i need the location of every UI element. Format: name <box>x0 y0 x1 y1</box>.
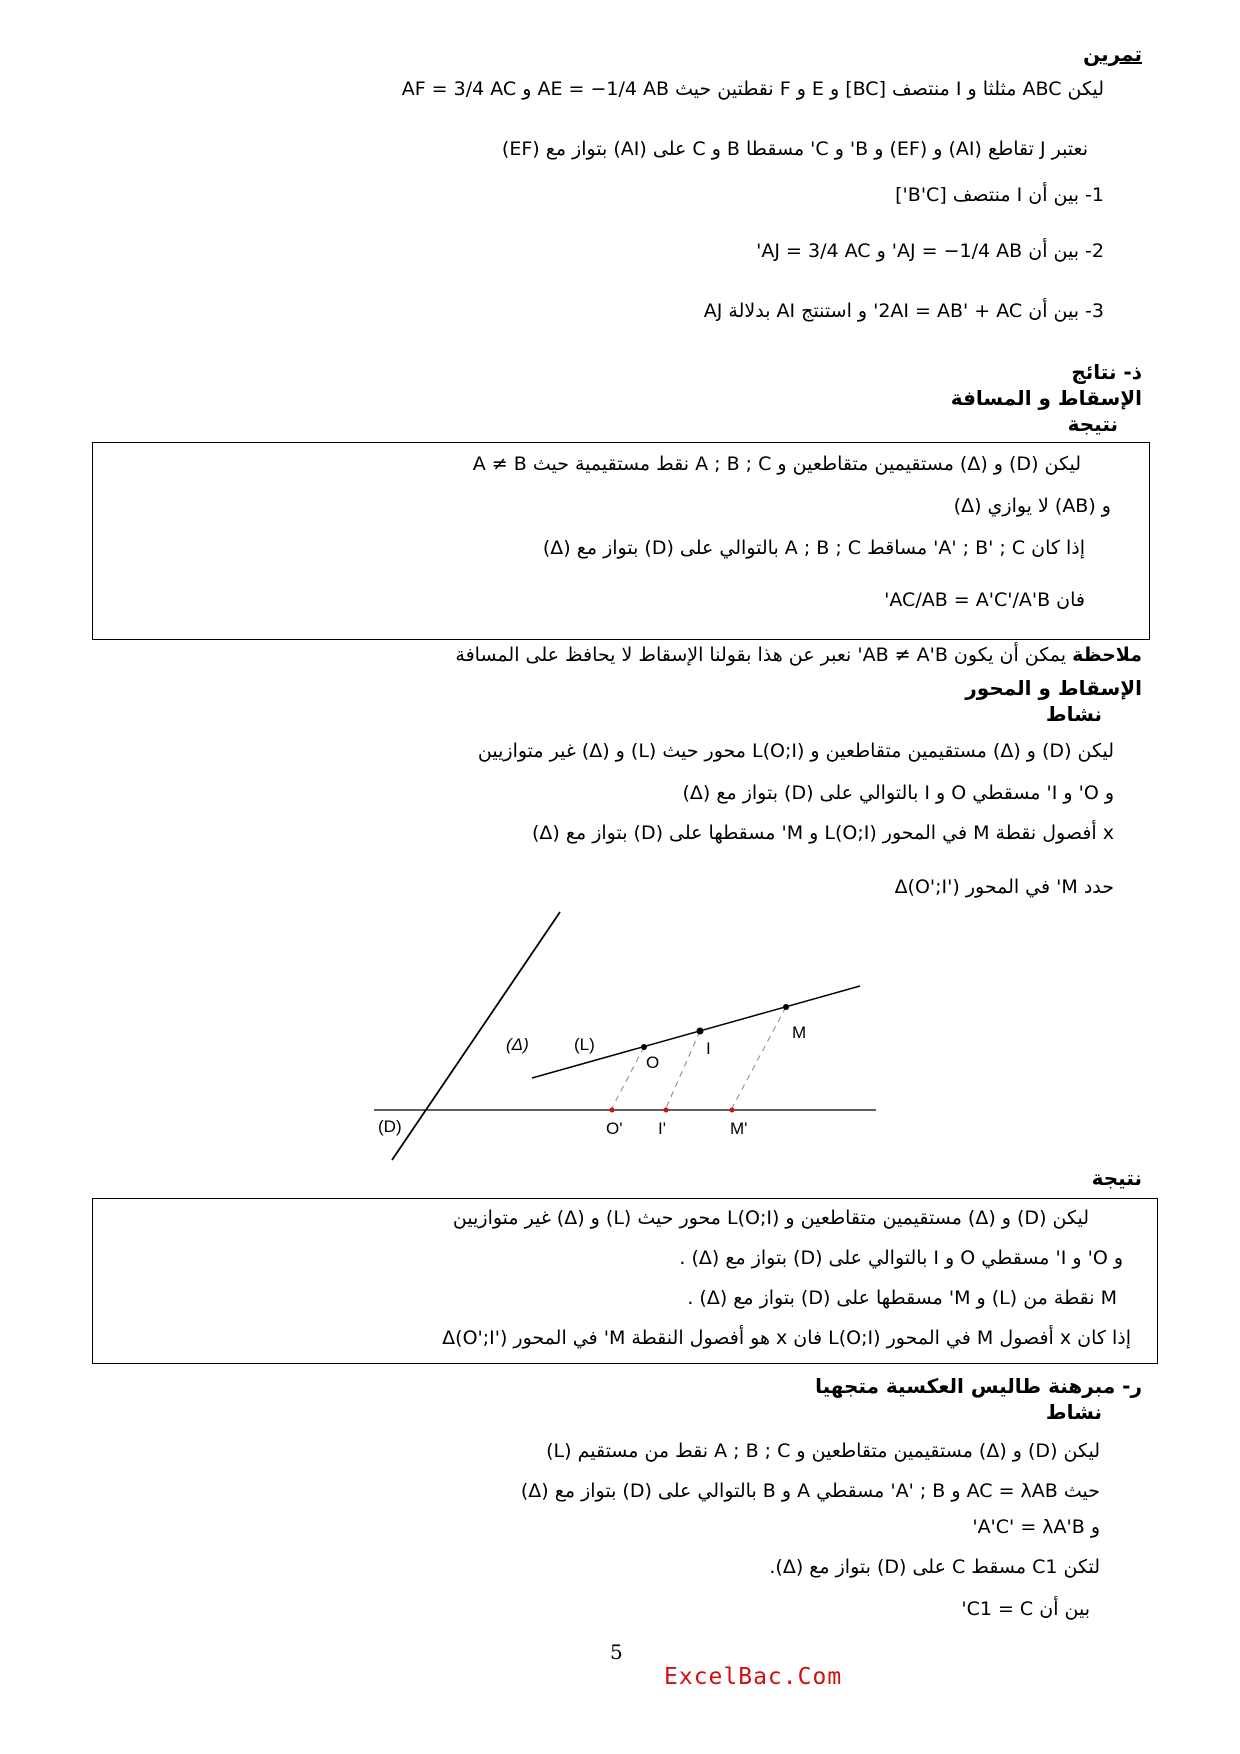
label-Op: O' <box>606 1119 623 1138</box>
thales-line-5: بين أن C1 = C' <box>961 1598 1090 1620</box>
thales-line-2: حيث AC = λAB و A' ; B' مسقطي A و B بالتوالي على (D) بتواز مع (Δ) <box>520 1480 1100 1502</box>
result-box-1-line-3: إذا كان A' ; B' ; C' مساقط A ; B ; C بالتوالي على (D) بتواز مع (Δ) <box>542 537 1085 559</box>
label-M: M <box>792 1023 807 1042</box>
exercise-q3: 3- بين أن 2AI = AB' + AC' و استنتج AI بدلالة AJ <box>703 300 1104 322</box>
exercise-q2: 2- بين أن AJ = −1/4 AB' و AJ = 3/4 AC' <box>756 240 1104 262</box>
result-box-2-line-1: ليكن (D) و (Δ) مستقيمين متقاطعين و L(O;I) محور حيث (L) و (Δ) غير متوازيين <box>452 1207 1089 1229</box>
result-box-2-line-3: M نقطة من (L) و M' مسقطها على (D) بتواز مع (Δ) . <box>687 1287 1117 1309</box>
thales-title: ر- مبرهنة طاليس العكسية متجهيا <box>815 1374 1142 1398</box>
label-L: (L) <box>574 1035 595 1054</box>
exercise-q1: 1- بين أن I منتصف [B'C'] <box>895 184 1104 206</box>
result-box-2-line-2: و O' و I' مسقطي O و I بالتوالي على (D) بتواز مع (Δ) . <box>679 1247 1123 1269</box>
thales-activity-label: نشاط <box>1045 1400 1102 1424</box>
label-D: (D) <box>378 1117 402 1136</box>
result-box-2-line-4: إذا كان x أفصول M في المحور L(O;I) فان x هو أفصول النقطة M' في المحور Δ(O';I') <box>442 1327 1131 1349</box>
projection-O <box>612 1047 644 1108</box>
result-box-1-line-1: ليكن (D) و (Δ) مستقيمين متقاطعين و A ; B ; C نقط مستقيمية حيث A ≠ B <box>472 453 1081 475</box>
result-box-2 <box>92 1198 1158 1364</box>
axis-line-1: ليكن (D) و (Δ) مستقيمين متقاطعين و L(O;I) محور حيث (L) و (Δ) غير متوازيين <box>477 740 1114 762</box>
point-M <box>783 1004 789 1010</box>
label-I: I <box>706 1039 711 1058</box>
result-box-1-line-4: فان AC/AB = A'C'/A'B' <box>884 589 1085 611</box>
note-label: ملاحظة <box>1072 644 1142 666</box>
thales-line-3: و A'C' = λA'B' <box>972 1516 1100 1538</box>
label-Ip: I' <box>658 1119 666 1138</box>
projection-distance-title: الإسقاط و المسافة <box>950 386 1142 410</box>
exercise-title: تمرين <box>1083 42 1142 66</box>
point-Mp <box>730 1108 735 1113</box>
footer-watermark[interactable]: ExcelBac.Com <box>664 1664 843 1690</box>
line-delta <box>392 912 560 1160</box>
point-Ip <box>664 1108 669 1113</box>
page-number: 5 <box>610 1640 623 1664</box>
point-O <box>641 1044 647 1050</box>
results-title: ذ- نتائج <box>1071 360 1142 384</box>
exercise-line-2: نعتبر J تقاطع (AI) و (EF) و B' و C' مسقطا B و C على (AI) بتواز مع (EF) <box>501 138 1088 160</box>
axis-line-4: حدد M' في المحور Δ(O';I') <box>894 876 1114 898</box>
point-Op <box>610 1108 615 1113</box>
label-Mp: M' <box>730 1119 748 1138</box>
projection-axis-title: الإسقاط و المحور <box>965 676 1142 700</box>
label-O: O <box>646 1053 660 1072</box>
result-box-1-line-2: و (AB) لا يوازي (Δ) <box>953 495 1111 517</box>
line-L <box>532 986 860 1078</box>
projection-I <box>666 1031 700 1108</box>
activity-label: نشاط <box>1045 702 1102 726</box>
projection-M <box>732 1007 786 1108</box>
point-I <box>697 1028 704 1035</box>
axis-line-3: x أفصول نقطة M في المحور L(O;I) و M' مسقطها على (D) بتواز مع (Δ) <box>532 822 1114 844</box>
result-label: نتيجة <box>1067 412 1118 436</box>
axis-line-2: و O' و I' مسقطي O و I بالتوالي على (D) بتواز مع (Δ) <box>682 782 1114 804</box>
exercise-line-1: ليكن ABC مثلثا و I منتصف [BC] و E و F نقطتين حيث AE = −1/4 AB و AF = 3/4 AC <box>401 78 1104 100</box>
thales-line-1: ليكن (D) و (Δ) مستقيمين متقاطعين و A ; B ; C نقط من مستقيم (L) <box>546 1440 1100 1462</box>
label-delta: (Δ) <box>506 1035 529 1054</box>
note-text: يمكن أن يكون AB ≠ A'B' نعبر عن هذا بقولنا الإسقاط لا يحافظ على المسافة <box>455 644 1067 666</box>
thales-line-4: لتكن C1 مسقط C على (D) بتواز مع (Δ). <box>769 1556 1100 1578</box>
result2-label: نتيجة <box>1091 1166 1142 1190</box>
